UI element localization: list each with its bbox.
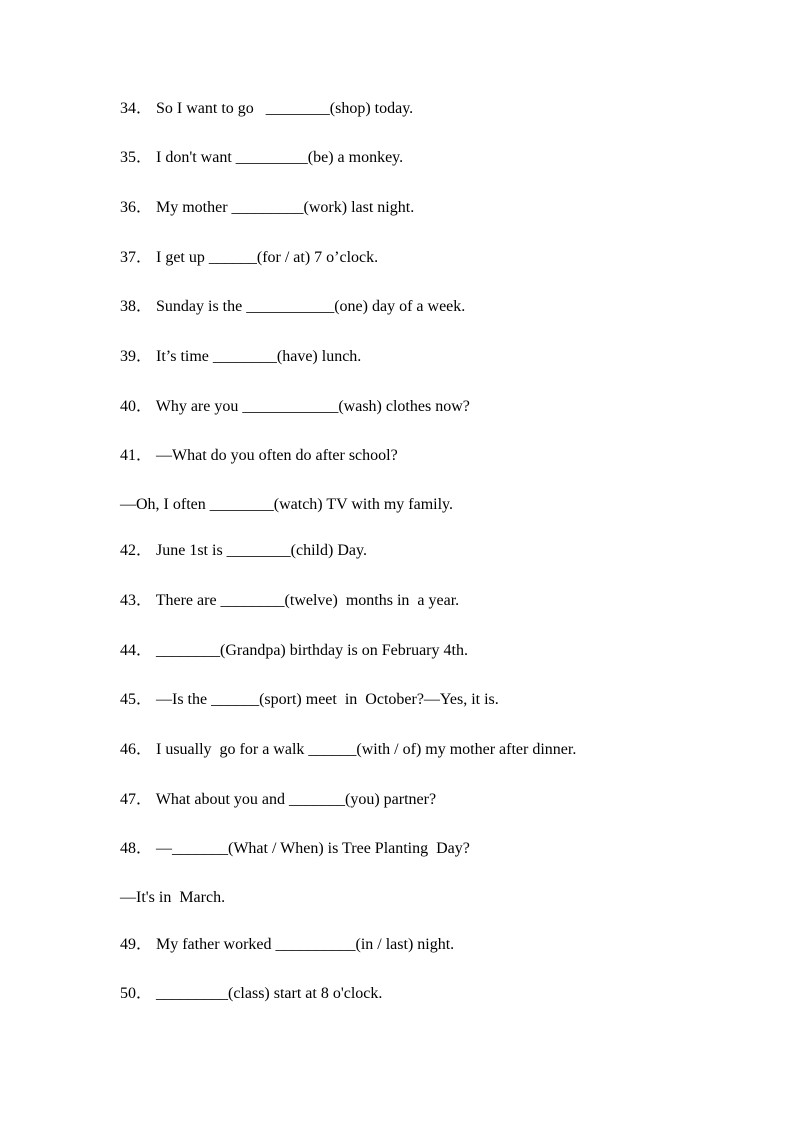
exercise-40: 40． Why are you ____________(wash) clothes now?	[120, 398, 470, 415]
exercise-49: 49． My father worked __________(in / last) night.	[120, 936, 455, 953]
exercise-38: 38． Sunday is the ___________(one) day of a week.	[120, 298, 466, 315]
exercise-36: 36． My mother _________(work) last night.	[120, 199, 415, 216]
exercise-39: 39． It’s time ________(have) lunch.	[120, 348, 362, 365]
exercise-47: 47． What about you and _______(you) partner?	[120, 791, 437, 808]
exercise-50: 50． _________(class) start at 8 o'clock.	[120, 985, 383, 1002]
exercise-35: 35． I don't want _________(be) a monkey.	[120, 149, 404, 166]
exercise-43: 43． There are ________(twelve) months in a year.	[120, 592, 460, 609]
exercise-34: 34． So I want to go ________(shop) today.	[120, 100, 414, 117]
exercise-42: 42． June 1st is ________(child) Day.	[120, 542, 367, 559]
exercise-46: 46． I usually go for a walk ______(with / of) my mother after dinner.	[120, 741, 577, 758]
exercise-45: 45． —Is the ______(sport) meet in October?—Yes, it is.	[120, 691, 499, 708]
exercise-41-answer: —Oh, I often ________(watch) TV with my family.	[120, 496, 453, 513]
exercise-48: 48． —_______(What / When) is Tree Planting Day?	[120, 840, 470, 857]
exercise-37: 37． I get up ______(for / at) 7 o’clock.	[120, 249, 379, 266]
exercise-48-answer: —It's in March.	[120, 889, 226, 906]
exercise-41: 41． —What do you often do after school?	[120, 447, 398, 464]
exercise-44: 44． ________(Grandpa) birthday is on February 4th.	[120, 642, 468, 659]
